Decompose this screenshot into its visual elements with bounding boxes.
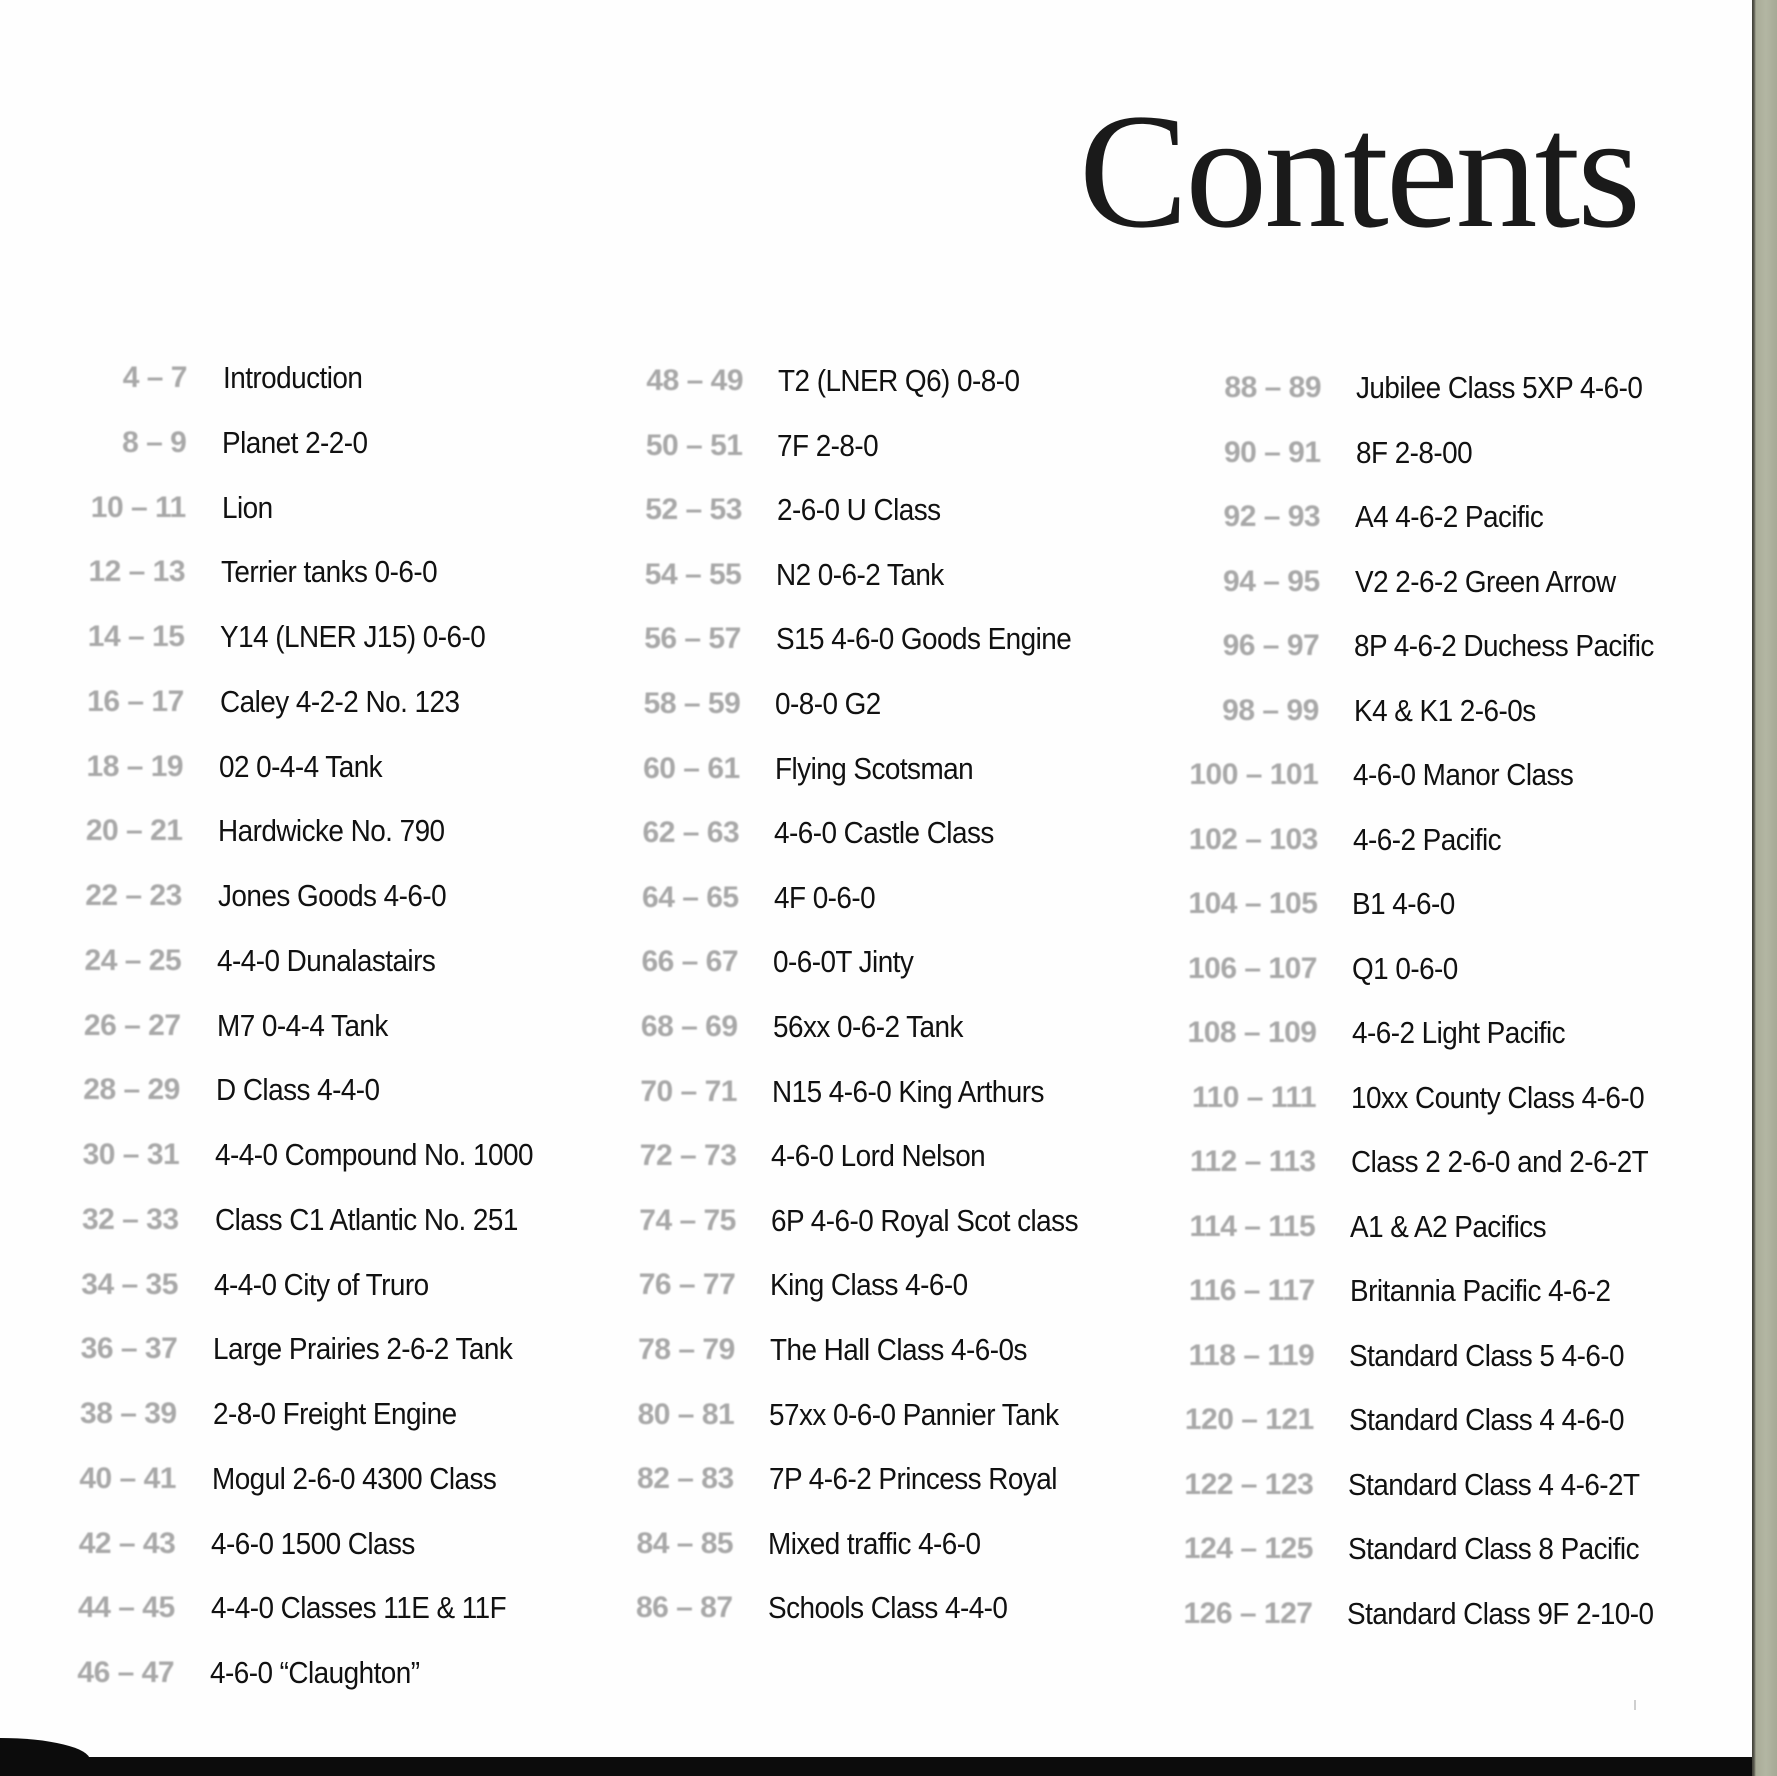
toc-entry-title: Hardwicke No. 790: [218, 813, 445, 849]
toc-entry-title: K4 & K1 2-6-0s: [1353, 692, 1536, 728]
toc-entry-title: 4-6-0 “Claughton”: [210, 1655, 420, 1690]
toc-entry-title: 4-4-0 Dunalastairs: [217, 942, 436, 978]
toc-entry-title: M7 0-4-4 Tank: [216, 1007, 388, 1043]
toc-page-range: 80 – 81: [637, 1397, 735, 1431]
toc-entry-title: Standard Class 4 4-6-2T: [1348, 1466, 1640, 1502]
toc-page-range: 104 – 105: [1188, 887, 1318, 920]
toc-page-range: 38 – 39: [80, 1397, 177, 1430]
toc-entry-title: 57xx 0-6-0 Pannier Tank: [769, 1396, 1059, 1432]
toc-entry-title: N15 4-6-0 King Arthurs: [771, 1073, 1044, 1109]
toc-entry-title: Standard Class 5 4-6-0: [1349, 1337, 1625, 1373]
toc-page-range: 48 – 49: [646, 364, 743, 397]
toc-page-range: 126 – 127: [1183, 1596, 1313, 1630]
toc-page-range: 14 – 15: [87, 620, 185, 653]
toc-entry-title: The Hall Class 4-6-0s: [769, 1332, 1027, 1367]
toc-entry-title: 4-4-0 Classes 11E & 11F: [210, 1590, 506, 1626]
page-bottom-edge: [0, 1757, 1752, 1776]
toc-page-range: 102 – 103: [1188, 822, 1318, 856]
toc-page-range: 96 – 97: [1222, 629, 1320, 662]
toc-entry-title: 2-8-0 Freight Engine: [212, 1396, 457, 1431]
toc-entry-title: 8P 4-6-2 Duchess Pacific: [1354, 628, 1654, 663]
toc-entry-title: B1 4-6-0: [1352, 886, 1456, 921]
toc-page-range: 26 – 27: [83, 1008, 181, 1042]
toc-page-range: 78 – 79: [638, 1333, 735, 1366]
toc-page-range: 92 – 93: [1223, 500, 1321, 533]
toc-entry-title: Large Prairies 2-6-2 Tank: [213, 1331, 513, 1367]
toc-entry-title: 4-4-0 City of Truro: [213, 1266, 429, 1302]
toc-entry-title: 0-8-0 G2: [775, 686, 882, 721]
toc-entry-title: Class 2 2-6-0 and 2-6-2T: [1350, 1144, 1648, 1179]
toc-page-range: 94 – 95: [1223, 564, 1320, 598]
toc-page-range: 116 – 117: [1189, 1274, 1315, 1307]
toc-page-range: 98 – 99: [1222, 693, 1319, 727]
toc-entry-title: Standard Class 4 4-6-0: [1348, 1402, 1624, 1437]
toc-page-range: 12 – 13: [88, 555, 186, 589]
toc-page-range: 64 – 65: [642, 880, 739, 914]
toc-page-range: 110 – 111: [1192, 1080, 1317, 1114]
toc-page-range: 88 – 89: [1224, 371, 1321, 404]
toc-entry-title: S15 4-6-0 Goods Engine: [775, 621, 1072, 657]
toc-entry-title: Britannia Pacific 4-6-2: [1349, 1273, 1611, 1308]
toc-entry-title: Flying Scotsman: [774, 750, 973, 786]
toc-page-range: 20 – 21: [85, 814, 183, 848]
toc-entry-title: 6P 4-6-0 Royal Scot class: [770, 1202, 1078, 1238]
toc-entry-title: 56xx 0-6-2 Tank: [772, 1009, 963, 1044]
toc-entry-title: Mogul 2-6-0 4300 Class: [211, 1460, 497, 1496]
scan-speck: [1634, 1700, 1636, 1710]
toc-page-range: 28 – 29: [83, 1073, 180, 1107]
page-title: Contents: [1078, 81, 1638, 262]
toc-page-range: 10 – 11: [90, 490, 186, 524]
toc-page-range: 18 – 19: [86, 749, 184, 783]
toc-entry-title: Jubilee Class 5XP 4-6-0: [1356, 370, 1643, 405]
toc-page-range: 108 – 109: [1187, 1016, 1317, 1049]
toc-entry-title: 10xx County Class 4-6-0: [1351, 1079, 1645, 1115]
toc-entry[interactable]: [0, 1653, 420, 1693]
toc-page-range: 90 – 91: [1223, 435, 1321, 469]
toc-page-range: 82 – 83: [637, 1462, 734, 1496]
toc-page-range: 46 – 47: [77, 1656, 174, 1689]
toc-page-range: 44 – 45: [78, 1591, 175, 1625]
toc-entry-title: 02 0-4-4 Tank: [219, 748, 383, 784]
toc-entry-title: A4 4-6-2 Pacific: [1355, 499, 1544, 534]
toc-entry-title: D Class 4-4-0: [215, 1072, 380, 1108]
toc-page-range: 68 – 69: [640, 1010, 738, 1043]
toc-page-range: 16 – 17: [87, 684, 184, 718]
toc-page-range: 106 – 107: [1187, 951, 1317, 985]
toc-entry-title: 4-6-0 Lord Nelson: [771, 1138, 986, 1174]
toc-entry-title: Q1 0-6-0: [1351, 950, 1458, 986]
toc-entry-title: 4-6-0 Manor Class: [1353, 757, 1574, 792]
toc-entry-title: Standard Class 8 Pacific: [1347, 1531, 1639, 1566]
toc-page-range: 84 – 85: [636, 1526, 734, 1560]
toc-page-range: 70 – 71: [640, 1074, 737, 1108]
toc-entry-title: Jones Goods 4-6-0: [217, 878, 446, 913]
toc-entry-title: Caley 4-2-2 No. 123: [219, 683, 460, 719]
toc-page-range: 62 – 63: [642, 816, 740, 850]
toc-entry-title: 4-6-0 Castle Class: [774, 815, 994, 851]
toc-page-range: 66 – 67: [641, 945, 739, 979]
toc-page-range: 72 – 73: [639, 1139, 737, 1173]
toc-entry-title: N2 0-6-2 Tank: [776, 556, 945, 592]
toc-entry-title: Y14 (LNER J15) 0-6-0: [220, 619, 486, 654]
toc-page-range: 30 – 31: [82, 1138, 180, 1171]
toc-page-range: 120 – 121: [1184, 1403, 1314, 1436]
toc-entry-title: T2 (LNER Q6) 0-8-0: [778, 363, 1020, 398]
toc-page-range: 52 – 53: [645, 493, 742, 527]
toc-page-range: 122 – 123: [1184, 1467, 1314, 1501]
toc-page-range: 8 – 9: [122, 425, 187, 459]
toc-page-range: 4 – 7: [122, 361, 187, 394]
toc-page-range: 50 – 51: [645, 428, 743, 462]
toc-entry-title: 8F 2-8-00: [1355, 434, 1472, 470]
toc-page-range: 24 – 25: [84, 943, 182, 977]
toc-entry-title: A1 & A2 Pacifics: [1350, 1208, 1547, 1244]
toc-page-range: 112 – 113: [1189, 1145, 1316, 1178]
toc-page-range: 36 – 37: [80, 1332, 178, 1366]
toc-page-range: 114 – 115: [1189, 1209, 1316, 1243]
toc-page-range: 56 – 57: [644, 622, 741, 656]
toc-entry-title: Standard Class 9F 2-10-0: [1347, 1595, 1654, 1631]
toc-entry-title: Introduction: [223, 360, 363, 395]
toc-entry-title: V2 2-6-2 Green Arrow: [1354, 563, 1616, 599]
toc-entry-title: 2-6-0 U Class: [776, 492, 941, 528]
toc-entry-title: 0-6-0T Jinty: [773, 944, 914, 980]
toc-entry-title: Mixed traffic 4-6-0: [768, 1525, 981, 1561]
toc-page-range: 74 – 75: [639, 1203, 736, 1237]
toc-entry-title: Lion: [221, 489, 273, 525]
toc-page-range: 118 – 119: [1188, 1338, 1315, 1372]
toc-page-range: 54 – 55: [644, 557, 742, 591]
toc-entry-title: King Class 4-6-0: [770, 1267, 968, 1303]
toc-entry-title: Class C1 Atlantic No. 251: [214, 1201, 518, 1237]
toc-entry-title: 4F 0-6-0: [773, 879, 875, 915]
toc-page-range: 32 – 33: [81, 1202, 179, 1236]
toc-page-range: 86 – 87: [635, 1591, 733, 1625]
toc-entry-title: 4-6-2 Pacific: [1352, 821, 1501, 857]
toc-page-range: 40 – 41: [79, 1461, 176, 1495]
toc-page-range: 124 – 125: [1183, 1532, 1313, 1565]
toc-page-range: 60 – 61: [643, 751, 740, 785]
toc-entry-title: 7P 4-6-2 Princess Royal: [768, 1461, 1057, 1497]
toc-entry-title: 4-4-0 Compound No. 1000: [215, 1137, 534, 1172]
toc-entry-title: Schools Class 4-4-0: [767, 1590, 1007, 1626]
toc-page-range: 42 – 43: [78, 1526, 176, 1560]
toc-page-range: 76 – 77: [638, 1268, 736, 1302]
toc-entry-title: Terrier tanks 0-6-0: [221, 554, 438, 590]
toc-page-range: 22 – 23: [85, 879, 182, 912]
toc-page-range: 34 – 35: [81, 1267, 178, 1301]
toc-entry-title: 4-6-2 Light Pacific: [1351, 1015, 1565, 1050]
toc-entry-title: Planet 2-2-0: [222, 424, 368, 460]
page-right-edge: [1752, 0, 1777, 1776]
toc-page-range: 58 – 59: [643, 687, 741, 720]
toc-entry-title: 7F 2-8-0: [777, 427, 879, 463]
toc-page-range: 100 – 101: [1189, 758, 1319, 791]
toc-entry-title: 4-6-0 1500 Class: [211, 1525, 416, 1561]
